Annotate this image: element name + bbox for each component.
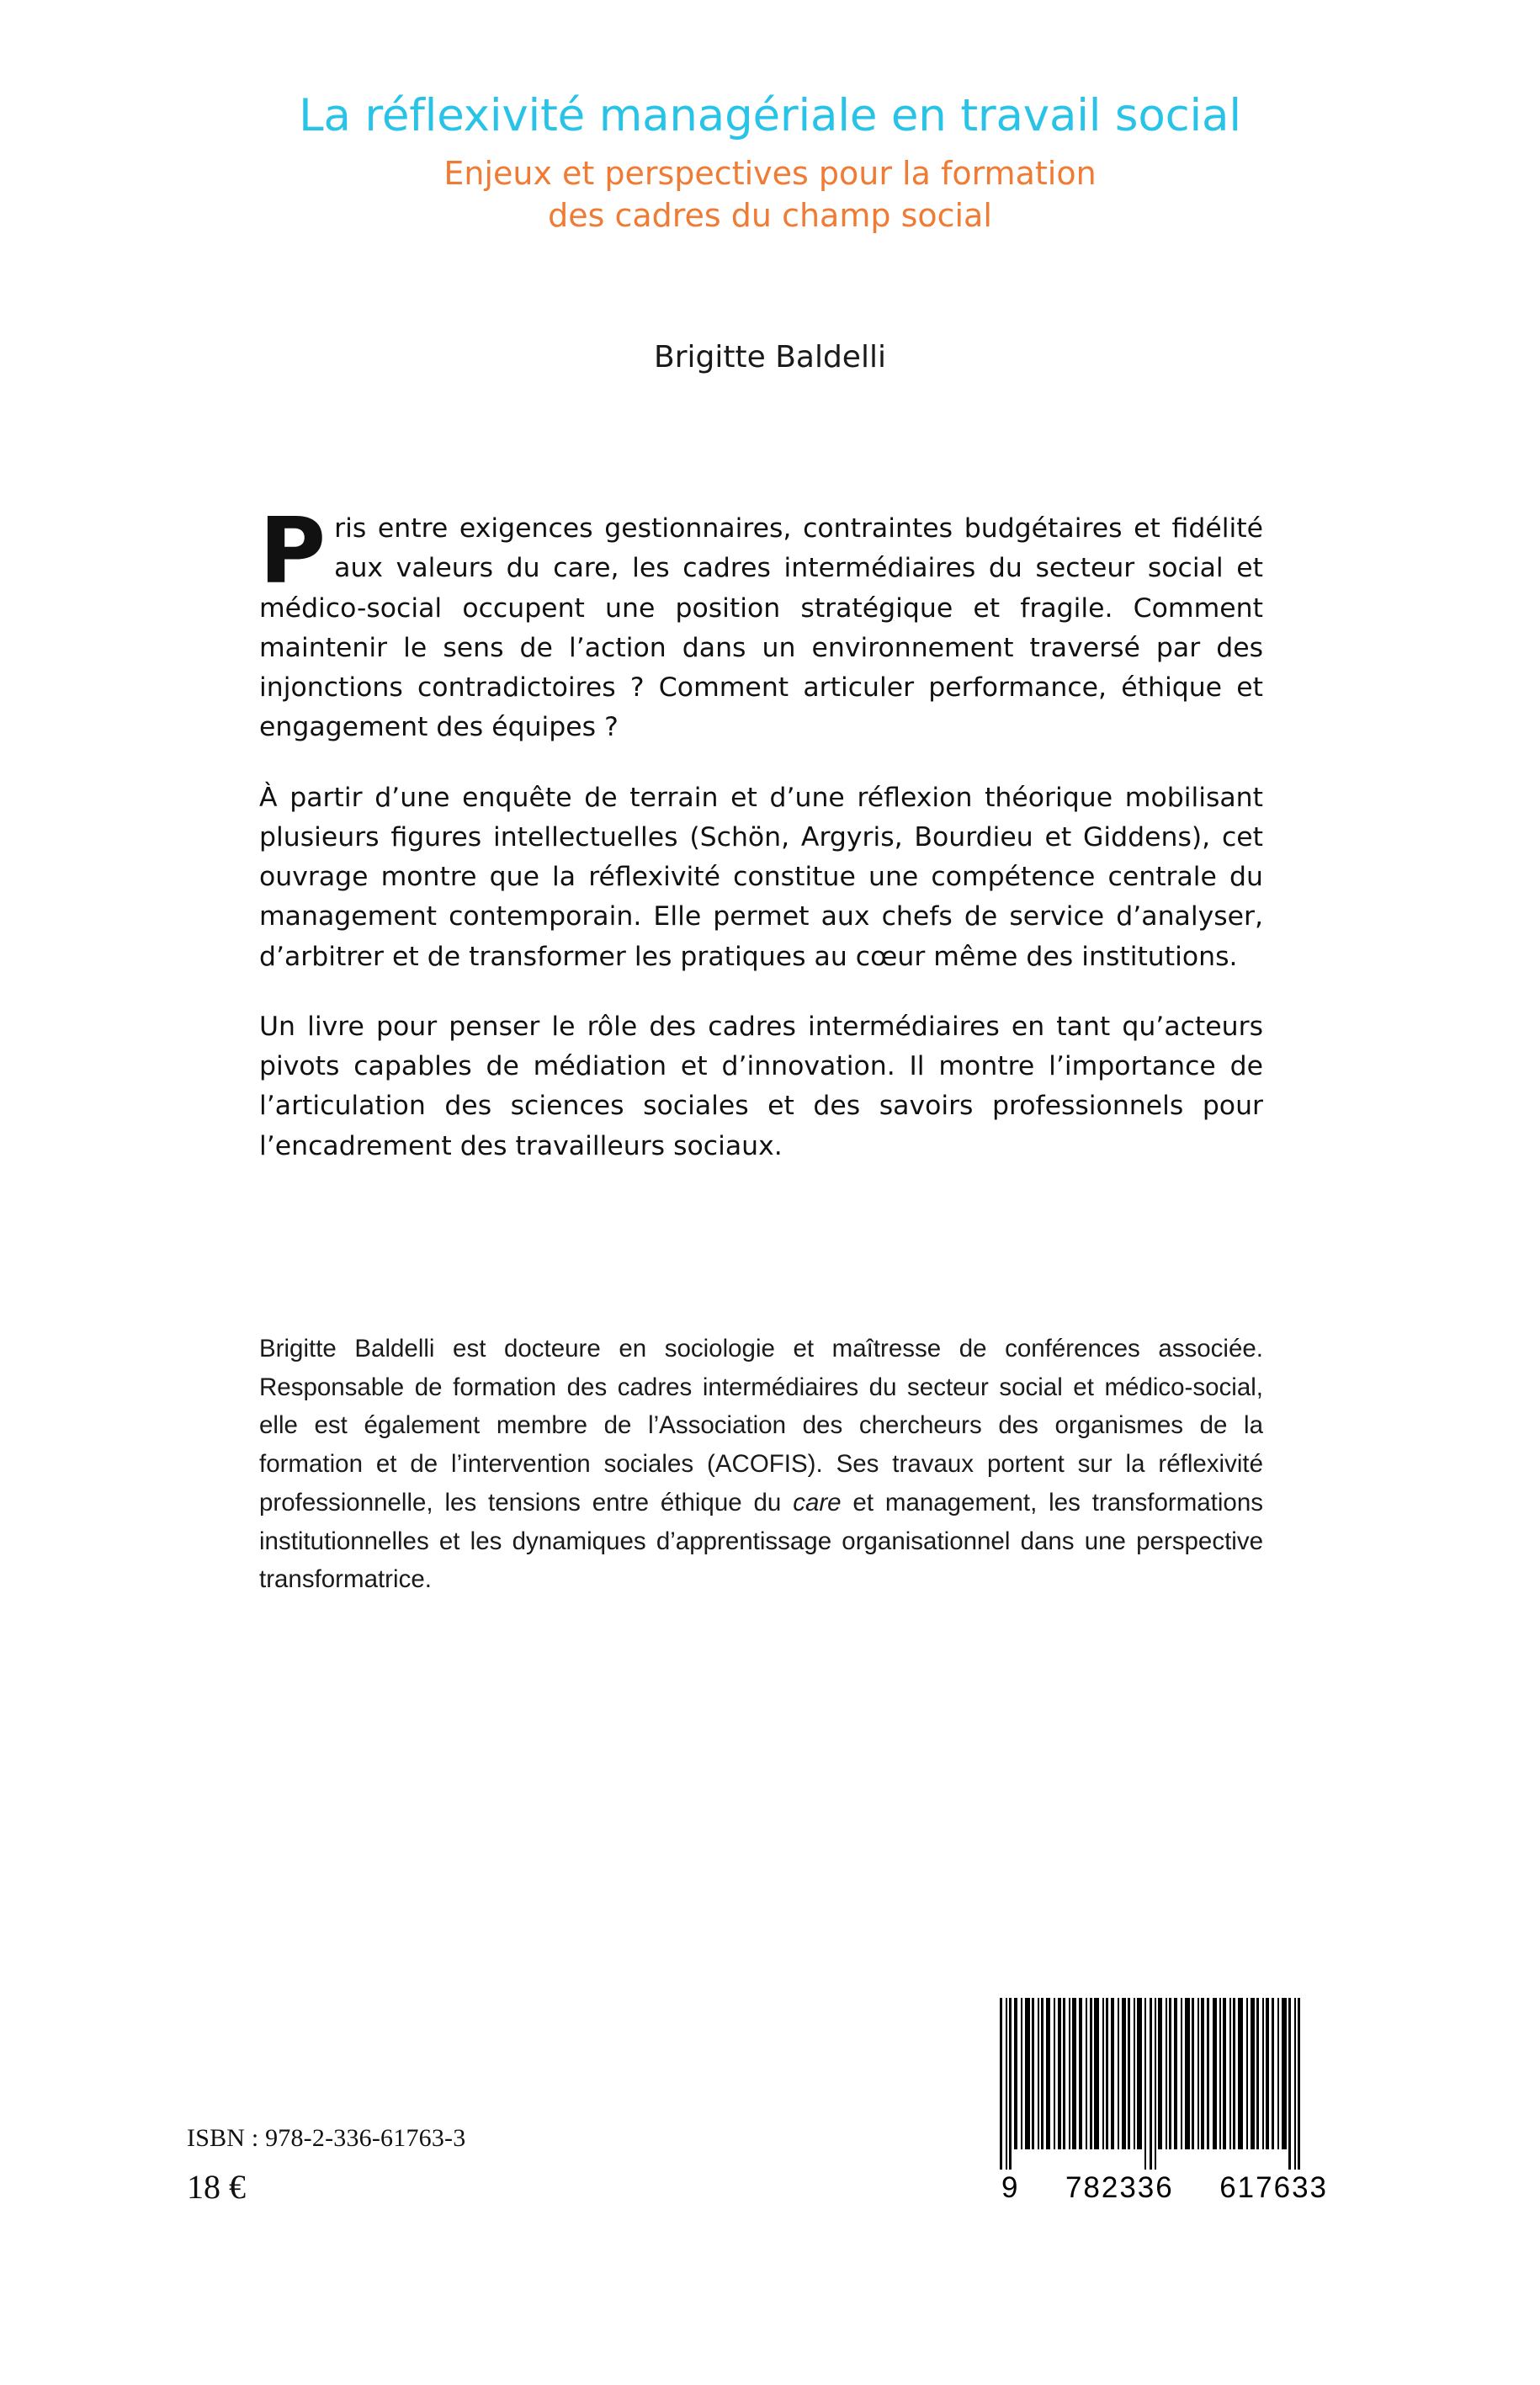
page-title: La réflexivité managériale en travail social bbox=[299, 90, 1241, 141]
barcode-bars bbox=[1000, 1998, 1330, 2170]
barcode-digit-right: 617633 bbox=[1219, 2171, 1328, 2204]
subtitle-line-1: Enjeux et perspectives pour la formation bbox=[443, 154, 1097, 192]
author-name: Brigitte Baldelli bbox=[654, 340, 886, 374]
blurb-paragraph-3: Un livre pour penser le rôle des cadres intermédiaires en tant qu’acteurs pivots capables de médiation et d’innovation. Il montre l’importance de l’articulation des sciences sociales et des savoirs professionnels pour l’encadrement des travailleurs sociaux. bbox=[259, 1011, 1263, 1161]
author-bio-part-2: et management, les transformations institutionnelles et les dynamiques d’apprentissage organisationnel dans une perspective transformatrice. bbox=[259, 1488, 1263, 1594]
barcode-digits bbox=[1000, 2171, 1330, 2205]
author-bio bbox=[259, 1330, 1263, 1599]
price-text: 18 € bbox=[187, 2168, 246, 2206]
blurb-paragraph-2: À partir d’une enquête de terrain et d’une réflexion théorique mobilisant plusieurs figures intellectuelles (Schön, Argyris, Bourdieu et Giddens), cet ouvrage montre que la réflexivité constitue une compétence centrale du management contemporain. Elle permet aux chefs de service d’analyser, d’arbitrer et de transformer les pratiques au cœur même des institutions. bbox=[259, 782, 1263, 972]
subtitle bbox=[0, 152, 1540, 236]
author-bio-part-1: Brigitte Baldelli est docteure en sociologie et maîtresse de conférences associée. Responsable de formation des cadres intermédiaires du secteur social et médico-social, elle est également membre de l’Association des chercheurs des organismes de la formation et de l’intervention sociales (ACOFIS). Ses travaux portent sur la réflexivité professionnelle, les tensions entre éthique du bbox=[259, 1335, 1263, 1517]
barcode bbox=[1000, 1998, 1330, 2205]
blurb-section bbox=[259, 499, 1263, 1166]
author-bio-italic: care bbox=[793, 1488, 842, 1517]
title-block bbox=[0, 91, 1540, 236]
blurb-paragraph-1-text: ris entre exigences gestionnaires, contraintes budgétaires et fidélité aux valeurs du care, les cadres intermédiaires du secteur social et médico-social occupent une position stratégique et fragile. Comment maintenir le sens de l’action dans un environnement traversé par des injonctions contradictoires ? Comment articuler performance, éthique et engagement des équipes ? bbox=[259, 513, 1263, 743]
author-bio-paragraph bbox=[259, 1330, 1263, 1599]
subtitle-line-2: des cadres du champ social bbox=[548, 197, 992, 235]
barcode-digit-mid: 782336 bbox=[1065, 2171, 1174, 2204]
blurb-paragraph-1 bbox=[259, 499, 1263, 748]
drop-cap: P bbox=[259, 499, 327, 604]
isbn-text: ISBN : 978-2-336-61763-3 bbox=[187, 2124, 466, 2152]
barcode-digit-left: 9 bbox=[1001, 2171, 1020, 2204]
